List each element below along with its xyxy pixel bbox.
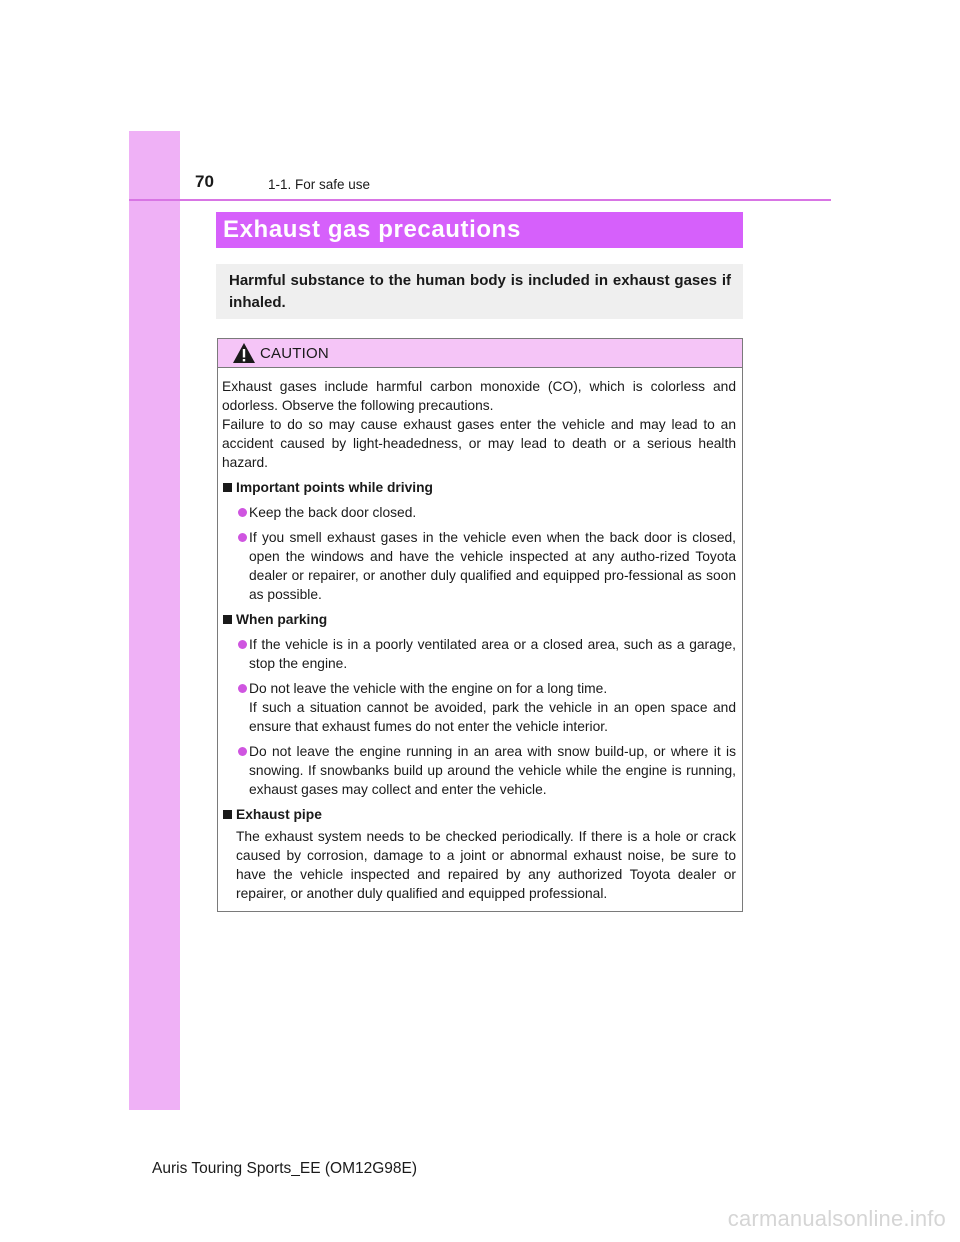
caution-header xyxy=(218,339,742,368)
caution-body xyxy=(218,368,742,903)
intro-paragraph: Exhaust gases include harmful carbon monoxide (CO), which is colorless and odorless. Observe the following precautions. xyxy=(222,379,736,413)
page-number: 70 xyxy=(195,172,214,191)
square-bullet-icon xyxy=(223,615,232,624)
caution-intro xyxy=(222,377,736,472)
list-item xyxy=(222,679,736,736)
header-rule xyxy=(129,199,831,201)
square-bullet-icon xyxy=(223,810,232,819)
round-bullet-icon xyxy=(238,640,247,649)
list-item xyxy=(222,635,736,673)
list-item-text: Do not leave the vehicle with the engine on for a long time. xyxy=(249,681,608,696)
chapter-side-tab xyxy=(129,131,180,1110)
summary-box: Harmful substance to the human body is included in exhaust gases if inhaled. xyxy=(216,264,743,319)
section-heading-exhaust-pipe xyxy=(222,805,736,824)
caution-box xyxy=(217,338,743,912)
round-bullet-icon xyxy=(238,508,247,517)
section-heading-label: Important points while driving xyxy=(236,480,433,495)
page-title: Exhaust gas precautions xyxy=(223,216,521,243)
round-bullet-icon xyxy=(238,533,247,542)
round-bullet-icon xyxy=(238,684,247,693)
section-label: 1-1. For safe use xyxy=(268,177,371,192)
section-heading-label: Exhaust pipe xyxy=(236,807,322,822)
round-bullet-icon xyxy=(238,747,247,756)
list-item-continuation: If such a situation cannot be avoided, park the vehicle in an open space and ensure that exhaust fumes do not enter the vehicle interior. xyxy=(249,700,736,734)
title-bar xyxy=(216,212,743,248)
list-item-text: If you smell exhaust gases in the vehicle even when the back door is closed, open the windows and have the vehicle inspected at any autho-rized Toyota dealer or repairer, or another duly qualified and equipped pro-fessional as soon as possible. xyxy=(249,530,736,602)
warning-triangle-icon xyxy=(232,342,256,364)
footer-model: Auris Touring Sports_EE (OM12G98E) xyxy=(152,1160,418,1177)
square-bullet-icon xyxy=(223,483,232,492)
watermark: carmanualsonline.info xyxy=(727,1206,946,1231)
list-item xyxy=(222,528,736,604)
list-item-text: If the vehicle is in a poorly ventilated area or a closed area, such as a garage, stop the engine. xyxy=(249,637,736,671)
exhaust-pipe-text: The exhaust system needs to be checked periodically. If there is a hole or crack caused by corrosion, damage to a joint or abnormal exhaust noise, be sure to have the vehicle inspected and repaired by any authorized Toyota dealer or repairer, or another duly qualified and equipped professional. xyxy=(236,829,736,901)
section-heading-driving xyxy=(222,478,736,497)
list-item-text: Keep the back door closed. xyxy=(249,505,417,520)
section-heading-label: When parking xyxy=(236,612,328,627)
section-heading-parking xyxy=(222,610,736,629)
intro-paragraph: Failure to do so may cause exhaust gases enter the vehicle and may lead to an accident caused by light-headedness, or may lead to death or a serious health hazard. xyxy=(222,417,736,470)
list-item xyxy=(222,742,736,799)
list-item xyxy=(222,503,736,522)
caution-label: CAUTION xyxy=(260,344,329,362)
list-item-text: Do not leave the engine running in an area with snow build-up, or where it is snowing. If snowbanks build up around the vehicle while the engine is running, exhaust gases may collect and enter the vehicle. xyxy=(249,744,736,797)
